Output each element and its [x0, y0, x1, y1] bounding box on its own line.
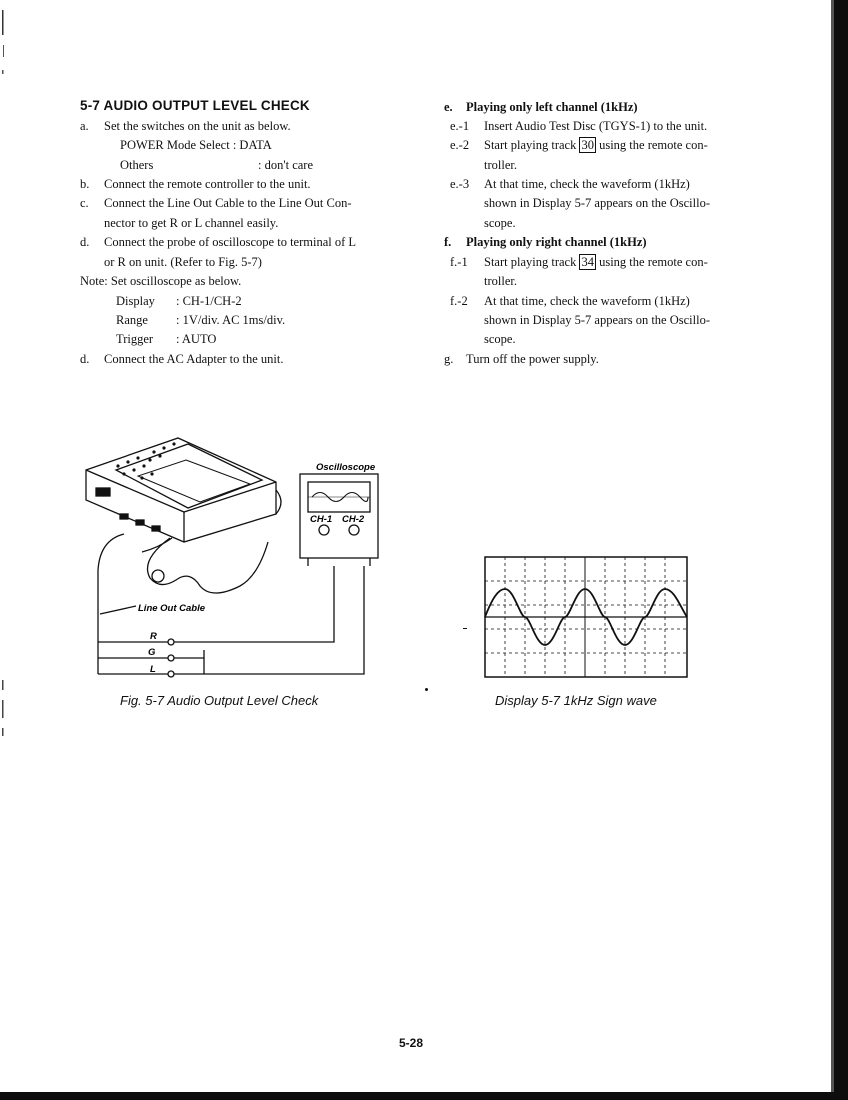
- others-value: : don't care: [258, 158, 314, 172]
- device-top-edge: [86, 470, 276, 512]
- scan-dot: [425, 688, 428, 691]
- display-5-7-screen: [484, 556, 688, 678]
- step-f1-text: [484, 253, 708, 273]
- step-a-text: Set the switches on the unit as below.: [104, 119, 291, 133]
- step-e2-label: e.-2: [450, 138, 470, 152]
- device-buttons: [116, 442, 175, 479]
- step-e2-text: [484, 136, 708, 156]
- ch1-label: CH-1: [310, 514, 333, 525]
- cable-plug: [152, 570, 164, 582]
- ch2-label: CH-2: [342, 514, 365, 525]
- step-e3-text-3: scope.: [484, 216, 516, 230]
- cable-label: Line Out Cable: [138, 603, 206, 614]
- oscilloscope-label: Oscilloscope: [316, 462, 376, 473]
- step-f2-text-2: shown in Display 5-7 appears on the Oscillo-: [484, 313, 711, 327]
- step-f1-label: f.-1: [450, 255, 468, 269]
- step-e1-text: Insert Audio Test Disc (TGYS-1) to the unit.: [484, 119, 708, 133]
- step-d-label: d.: [80, 235, 90, 249]
- step-c-label: c.: [80, 196, 89, 210]
- step-d2-text: Connect the AC Adapter to the unit.: [104, 352, 284, 366]
- step-f-title: Playing only right channel (1kHz): [466, 235, 647, 249]
- cable-label-pointer: [100, 606, 136, 614]
- step-e2-text-post: using the remote con-: [599, 138, 708, 152]
- device-right-edge: [276, 490, 281, 514]
- step-f-label: f.: [444, 235, 452, 249]
- ch2-input: [349, 525, 359, 535]
- device-port: [120, 514, 128, 519]
- others-key: Others: [120, 158, 154, 172]
- terminal-r-label: R: [150, 631, 157, 642]
- setting-key: Range: [116, 313, 148, 327]
- device-port: [152, 526, 160, 531]
- step-f2-text-1: At that time, check the waveform (1kHz): [484, 294, 690, 308]
- display-5-7-caption: Display 5-7 1kHz Sign wave: [495, 693, 657, 708]
- setting-key: Trigger: [116, 332, 154, 346]
- step-b-text: Connect the remote controller to the unit.: [104, 177, 311, 191]
- step-d-text-1: Connect the probe of oscilloscope to terminal of L: [104, 235, 357, 249]
- device-port: [96, 488, 110, 496]
- cable-loop: [148, 538, 269, 593]
- device-port: [136, 520, 144, 525]
- terminal-g-label: G: [148, 647, 156, 658]
- line-out-cable: [98, 534, 124, 616]
- page-edge-shadow: [834, 0, 848, 1100]
- step-b-label: b.: [80, 177, 90, 191]
- step-e2-text-pre: Start playing track: [484, 138, 577, 152]
- step-d-text-2: or R on unit. (Refer to Fig. 5-7): [104, 255, 262, 269]
- note-text: Note: Set oscilloscope as below.: [80, 274, 242, 288]
- setting-value: : 1V/div. AC 1ms/div.: [176, 313, 286, 327]
- page-bottom-shadow: [0, 1092, 848, 1100]
- step-e3-text-2: shown in Display 5-7 appears on the Oscillo-: [484, 196, 711, 210]
- setting-key: Display: [116, 294, 155, 308]
- step-f1-text-pre: Start playing track: [484, 255, 577, 269]
- step-e3-label: e.-3: [450, 177, 470, 191]
- device-body: [86, 438, 276, 542]
- step-f2-text-3: scope.: [484, 332, 516, 346]
- page-number: 5-28: [399, 1036, 424, 1050]
- track-34-box: 34: [581, 255, 594, 269]
- step-e-label: e.: [444, 100, 453, 114]
- step-g-text: Turn off the power supply.: [466, 352, 599, 366]
- fig-5-7-caption: Fig. 5-7 Audio Output Level Check: [120, 693, 319, 708]
- step-e1-label: e.-1: [450, 119, 470, 133]
- step-e3-text-1: At that time, check the waveform (1kHz): [484, 177, 690, 191]
- step-a-label: a.: [80, 119, 89, 133]
- step-g-label: g.: [444, 352, 454, 366]
- power-mode-setting: POWER Mode Select : DATA: [120, 138, 272, 152]
- page-edge-line: [831, 0, 834, 1100]
- track-30-box: 30: [581, 138, 594, 152]
- step-c-text-2: nector to get R or L channel easily.: [104, 216, 279, 230]
- step-e2-text-2: troller.: [484, 158, 517, 172]
- section-heading: 5-7 AUDIO OUTPUT LEVEL CHECK: [80, 98, 310, 113]
- terminal-l-label: L: [150, 664, 156, 675]
- scan-specks: [0, 0, 10, 1100]
- ch1-input: [319, 525, 329, 535]
- fig-5-7-diagram: [80, 430, 400, 685]
- step-d2-label: d.: [80, 352, 90, 366]
- step-e-title: Playing only left channel (1kHz): [466, 100, 638, 114]
- setting-value: : CH-1/CH-2: [176, 294, 242, 308]
- setting-value: : AUTO: [176, 332, 217, 346]
- step-f2-label: f.-2: [450, 294, 468, 308]
- step-f1-text-2: troller.: [484, 274, 517, 288]
- display-tick: [463, 628, 467, 629]
- step-f1-text-post: using the remote con-: [599, 255, 708, 269]
- step-c-text-1: Connect the Line Out Cable to the Line Out Con-: [104, 196, 352, 210]
